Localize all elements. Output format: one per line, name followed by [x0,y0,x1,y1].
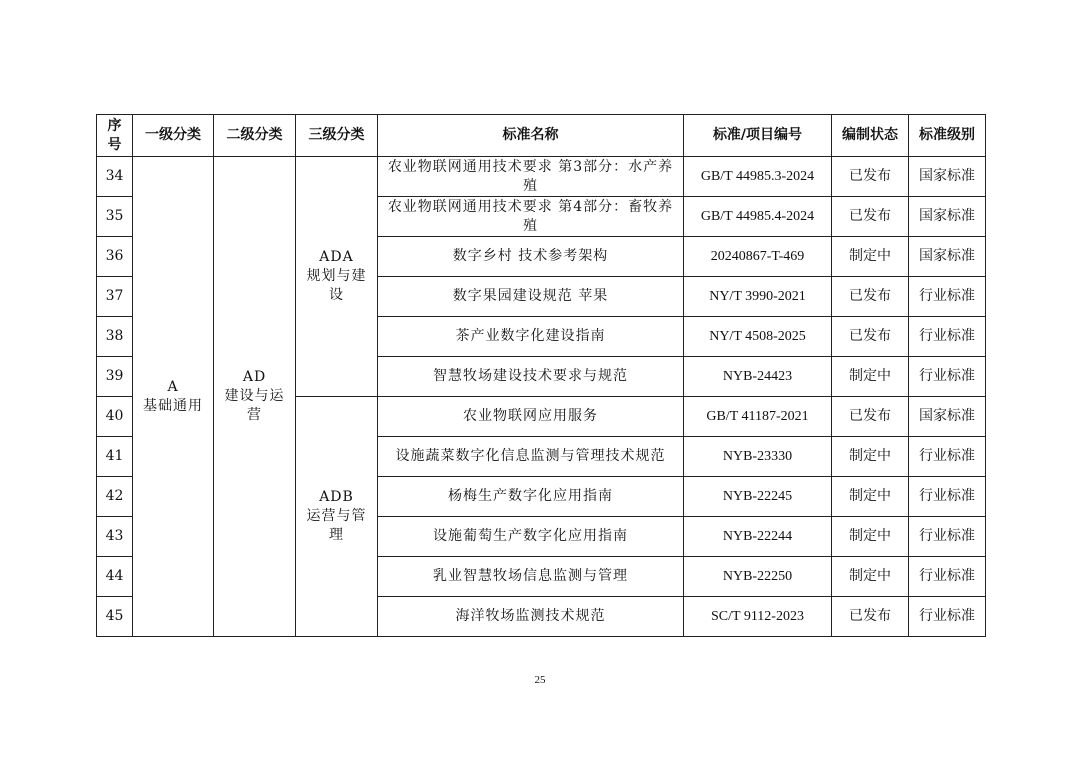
page-number: 25 [534,674,546,686]
row-grade: 行业标准 [909,317,986,357]
level1-name: 基础通用 [143,397,203,414]
level3-code: ADA [319,249,354,265]
row-grade: 国家标准 [909,237,986,277]
row-grade: 行业标准 [909,517,986,557]
row-name: 杨梅生产数字化应用指南 [378,477,684,517]
header-level2: 二级分类 [214,115,296,157]
row-code: NYB-22245 [684,477,832,517]
row-status: 制定中 [832,517,909,557]
row-grade: 行业标准 [909,597,986,637]
row-status: 已发布 [832,597,909,637]
row-code: SC/T 9112-2023 [684,597,832,637]
row-grade: 国家标准 [909,197,986,237]
row-grade: 行业标准 [909,557,986,597]
level2-cell [214,157,296,637]
row-code: 20240867-T-469 [684,237,832,277]
table-row [97,157,986,197]
row-seq: 35 [97,197,133,237]
row-grade: 国家标准 [909,157,986,197]
row-grade: 行业标准 [909,357,986,397]
row-name: 数字果园建设规范 苹果 [378,277,684,317]
row-name: 数字乡村 技术参考架构 [378,237,684,277]
header-row [97,115,986,157]
row-status: 已发布 [832,157,909,197]
header-status: 编制状态 [832,115,909,157]
row-seq: 34 [97,157,133,197]
row-name: 茶产业数字化建设指南 [378,317,684,357]
header-grade: 标准级别 [909,115,986,157]
row-name: 农业物联网应用服务 [378,397,684,437]
level3-name: 运营与管理 [306,508,367,543]
row-status: 制定中 [832,237,909,277]
row-grade: 行业标准 [909,477,986,517]
row-name: 农业物联网通用技术要求 第4部分：畜牧养殖 [378,197,684,237]
row-status: 已发布 [832,277,909,317]
row-code: GB/T 41187-2021 [684,397,832,437]
row-code: GB/T 44985.3-2024 [684,157,832,197]
row-code: NYB-23330 [684,437,832,477]
row-seq: 39 [97,357,133,397]
row-name: 智慧牧场建设技术要求与规范 [378,357,684,397]
header-code: 标准/项目编号 [684,115,832,157]
row-seq: 38 [97,317,133,357]
row-status: 制定中 [832,477,909,517]
row-seq: 42 [97,477,133,517]
header-name: 标准名称 [378,115,684,157]
row-status: 已发布 [832,317,909,357]
row-code: NYB-22250 [684,557,832,597]
level1-cell [133,157,214,637]
row-name: 海洋牧场监测技术规范 [378,597,684,637]
row-status: 制定中 [832,357,909,397]
row-code: GB/T 44985.4-2024 [684,197,832,237]
row-seq: 40 [97,397,133,437]
level3-cell-adb [296,397,378,637]
row-grade: 行业标准 [909,277,986,317]
header-level1: 一级分类 [133,115,214,157]
row-grade: 国家标准 [909,397,986,437]
row-name: 设施蔬菜数字化信息监测与管理技术规范 [378,437,684,477]
row-seq: 45 [97,597,133,637]
level1-code: A [167,378,179,395]
level3-name: 规划与建设 [306,268,367,303]
row-name: 设施葡萄生产数字化应用指南 [378,517,684,557]
row-seq: 43 [97,517,133,557]
row-seq: 37 [97,277,133,317]
row-code: NY/T 3990-2021 [684,277,832,317]
row-code: NY/T 4508-2025 [684,317,832,357]
row-status: 已发布 [832,397,909,437]
row-code: NYB-22244 [684,517,832,557]
row-grade: 行业标准 [909,437,986,477]
row-status: 制定中 [832,437,909,477]
standards-table [96,114,986,637]
row-status: 已发布 [832,197,909,237]
row-name: 农业物联网通用技术要求 第3部分：水产养殖 [378,157,684,197]
header-seq: 序号 [97,115,133,157]
row-seq: 44 [97,557,133,597]
level2-name: 建设与运营 [224,388,285,423]
row-code: NYB-24423 [684,357,832,397]
row-status: 制定中 [832,557,909,597]
level3-code: ADB [319,489,354,505]
level3-cell-ada [296,157,378,397]
level2-code: AD [242,369,267,385]
header-level3: 三级分类 [296,115,378,157]
row-name: 乳业智慧牧场信息监测与管理 [378,557,684,597]
row-seq: 36 [97,237,133,277]
row-seq: 41 [97,437,133,477]
